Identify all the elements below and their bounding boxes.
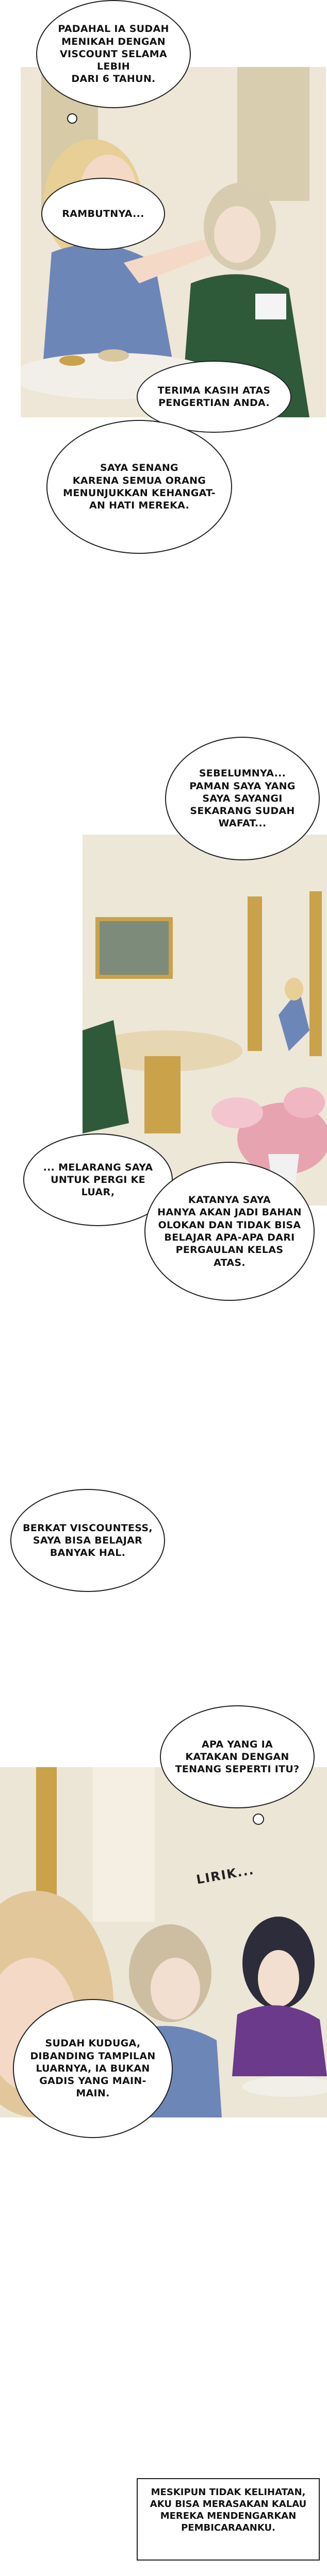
bubble-5-text: SEBELUMNYA... PAMAN SAYA YANG SAYA SAYANGI SEKARANG SUDAH WAFAT... <box>189 768 296 829</box>
narration-box <box>137 2478 320 2561</box>
speech-bubble-7 <box>144 1162 315 1301</box>
speech-bubble-2 <box>41 178 165 250</box>
speech-bubble-1 <box>36 0 191 108</box>
speech-bubble-10 <box>13 1999 173 2138</box>
bubble-2-text: RAMBUTNYA... <box>62 208 144 219</box>
bubble-10-text: SUDAH KUDUGA, DIBANDING TAMPILAN LUARNYA, IA BUKAN GADIS YANG MAIN- MAIN. <box>30 2038 156 2099</box>
bubble-4-text: SAYA SENANG KARENA SEMUA ORANG MENUNJUKKAN KEHANGAT- AN HATI MEREKA. <box>63 462 216 512</box>
bubble-9-text: APA YANG IA KATAKAN DENGAN TENANG SEPERTI ITU? <box>175 1738 300 1775</box>
bubble-9-tail <box>253 1814 264 1825</box>
bubble-8-text: BERKAT VISCOUNTESS, SAYA BISA BELAJAR BANYAK HAL. <box>23 1522 153 1559</box>
speech-bubble-5 <box>165 737 320 860</box>
speech-bubble-8 <box>10 1489 165 1592</box>
bubble-7-text: KATANYA SAYA HANYA AKAN JADI BAHAN OLOKAN DAN TIDAK BISA BELAJAR APA-APA DARI PERGAULAN KELAS ATAS. <box>157 1194 302 1268</box>
bubble-1-tail <box>67 113 77 124</box>
speech-bubble-4 <box>46 420 232 554</box>
narration-text: MESKIPUN TIDAK KELIHATAN, AKU BISA MERASAKAN KALAU MEREKA MENDENGARKAN PEMBICARAANKU. <box>150 2487 307 2534</box>
bubble-1-text: PADAHAL IA SUDAH MENIKAH DENGAN VISCOUNT SELAMA LEBIH DARI 6 TAHUN. <box>58 23 169 85</box>
bubble-6-text: ... MELARANG SAYA UNTUK PERGI KE LUAR, <box>43 1161 153 1198</box>
speech-bubble-9 <box>160 1705 315 1808</box>
bubble-3-text: TERIMA KASIH ATAS PENGERTIAN ANDA. <box>157 384 271 409</box>
sfx-lirik: LIRIK... <box>195 1862 256 1887</box>
